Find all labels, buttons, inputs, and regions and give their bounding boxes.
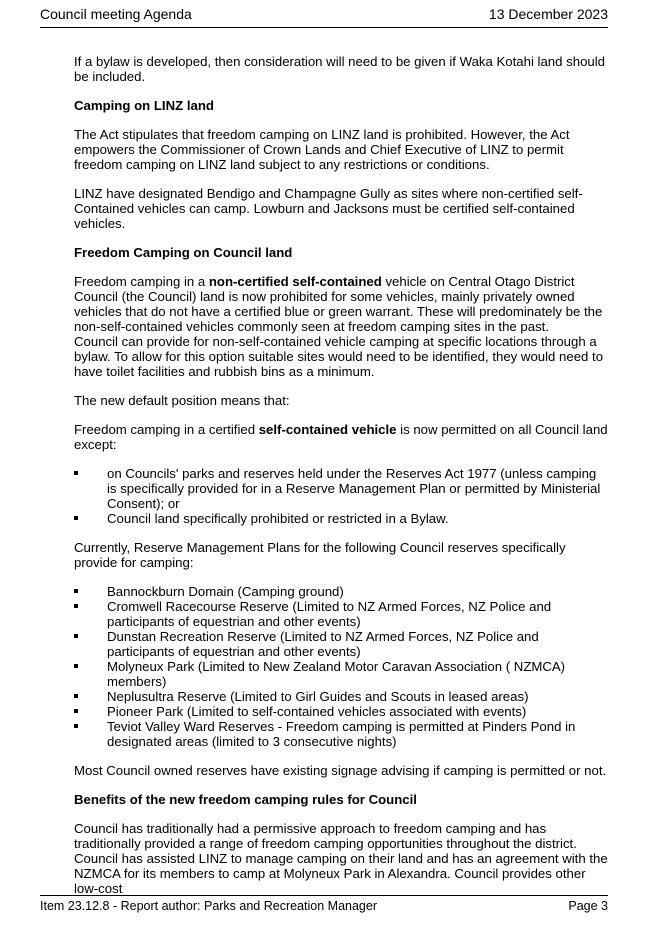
list-item: Teviot Valley Ward Reserves - Freedom camping is permitted at Pinders Pond in designated areas (limited to 3 consecutive nights) [74,719,609,749]
list-item: Neplusultra Reserve (Limited to Girl Guides and Scouts in leased areas) [74,689,609,704]
footer-page-number: Page 3 [568,899,608,913]
text-run: vehicle on Central Otago District Council (the Council) land is now prohibited for some vehicles, mainly privately owned vehicles that do not have a certified blue or green warrant. These will predominately be the non-self-contained vehicles commonly seen at freedom camping sites in the past. [74,274,603,334]
paragraph-linz-sites: LINZ have designated Bendigo and Champagne Gully as sites where non-certified self-Contained vehicles can camp. Lowburn and Jacksons must be certified self-contained vehicles. [74,186,583,231]
header-date: 13 December 2023 [488,6,608,22]
list-item: on Councils' parks and reserves held under the Reserves Act 1977 (unless camping is specifically provided for in a Reserve Management Plan or permitted by Ministerial Consent); or [74,466,609,511]
document-body [74,54,609,910]
reserve-list [74,584,609,749]
paragraph-non-certified [74,274,609,334]
list-item: Pioneer Park (Limited to self-contained vehicles associated with events) [74,704,609,719]
paragraph-default-position: The new default position means that: [74,393,290,408]
paragraph-self-contained [74,422,609,452]
heading-camping-council: Freedom Camping on Council land [74,245,293,260]
list-item: Council land specifically prohibited or restricted in a Bylaw. [74,511,609,526]
text-run: Freedom camping in a certified [74,422,259,437]
paragraph-linz-act: The Act stipulates that freedom camping on LINZ land is prohibited. However, the Act empowers the Commissioner of Crown Lands and Chief Executive of LINZ to permit freedom camping on LINZ land subject to any restrictions or conditions. [74,127,570,172]
list-item: Dunstan Recreation Reserve (Limited to NZ Armed Forces, NZ Police and participants of equestrian and other events) [74,629,609,659]
footer-item: Item 23.12.8 - Report author: Parks and Recreation Manager [40,899,377,913]
paragraph-benefits: Council has traditionally had a permissive approach to freedom camping and has traditionally provided a range of freedom camping opportunities throughout the district. Council has assisted LINZ to manage camping on their land and has an agreement with the NZMCA for its members to camp at Molyneux Park in Alexandra. Council provides other low-cost [74,821,608,896]
list-item: Bannockburn Domain (Camping ground) [74,584,609,599]
header-title: Council meeting Agenda [40,6,192,22]
paragraph-signage: Most Council owned reserves have existing signage advising if camping is permitted or not. [74,763,607,778]
paragraph-waka-kotahi: If a bylaw is developed, then consideration will need to be given if Waka Kotahi land should be included. [74,54,606,84]
list-item: Cromwell Racecourse Reserve (Limited to NZ Armed Forces, NZ Police and participants of equestrian and other events) [74,599,609,629]
heading-benefits: Benefits of the new freedom camping rules for Council [74,792,417,807]
bold-run: non-certified self-contained [208,274,382,289]
text-run: is now permitted on all Council land except: [74,422,608,452]
page-header [40,6,608,28]
heading-camping-linz: Camping on LINZ land [74,98,214,113]
paragraph-bylaw-provision: Council can provide for non-self-contained vehicle camping at specific locations through a bylaw. To allow for this option suitable sites would need to be identified, they would need to have toilet facilities and rubbish bins as a minimum. [74,334,604,379]
text-run: Freedom camping in a [74,274,209,289]
bold-run: self-contained vehicle [258,422,397,437]
page-footer [40,895,608,913]
exception-list [74,466,609,526]
paragraph-reserve-plans: Currently, Reserve Management Plans for the following Council reserves specifically provide for camping: [74,540,566,570]
list-item: Molyneux Park (Limited to New Zealand Motor Caravan Association ( NZMCA) members) [74,659,609,689]
